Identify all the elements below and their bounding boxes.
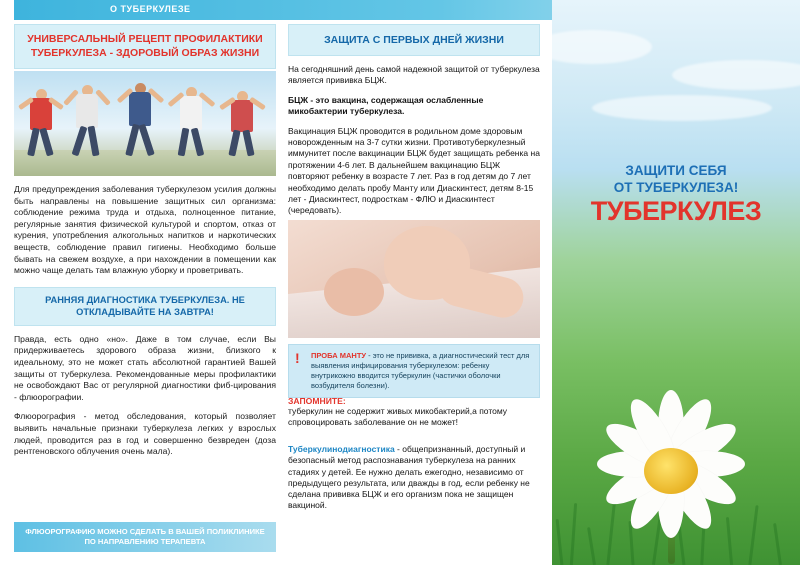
left-column [14, 24, 276, 544]
middle-headline-box [288, 24, 540, 56]
flower-center [644, 448, 698, 494]
right-column [552, 0, 800, 565]
middle-column [288, 24, 540, 544]
grass-blade [556, 519, 564, 565]
left-headline-text: УНИВЕРСАЛЬНЫЙ РЕЦЕПТ ПРОФИЛАКТИКИ ТУБЕРКУЛЕЗА - ЗДОРОВЫЙ ОБРАЗ ЖИЗНИ [27, 33, 263, 59]
left-paragraph-3: Флюорография - метод обследования, который позволяет выявить начальные признаки туберкулеза легких у взрослых людей, проводится раз в год и совершенно безвреден (доза рентгеновского облучения очень мала). [14, 411, 276, 457]
left-paragraph-1: Для предупреждения заболевания туберкулезом усилия должны быть направлены на повышение защитных сил организма: соблюдение режима труда и отдыха, полноценное питание, регулярные занятия физической культурой и спортом, отказ от курения, употребления алкогольных напитков и наркотических веществ, соблюдение правил гигиены. Необходимо больше бывать на свежем воздухе, а при нахождении в помещении как можно чаще делать там влажную уборку и проветривать. [14, 184, 276, 276]
left-footer-text: ФЛЮОРОГРАФИЮ МОЖНО СДЕЛАТЬ В ВАШЕЙ ПОЛИКЛИНИКЕ ПО НАПРАВЛЕНИЮ ТЕРАПЕВТА [25, 527, 265, 546]
mantoux-warning-text [311, 351, 533, 391]
daisy-flower [576, 372, 766, 552]
exclamation-icon: ! [295, 350, 300, 366]
remember-block [288, 396, 540, 429]
middle-bold-line: БЦЖ - это вакцина, содержащая ослабленные микобактерии туберкулеза. [288, 94, 484, 117]
right-title-text-2: ОТ ТУБЕРКУЛЕЗА! [613, 180, 739, 195]
remember-text: туберкулин не содержит живых микобактерий,а потому спровоцировать заболевание он не может! [288, 406, 508, 428]
cloud-shape [552, 30, 652, 64]
middle-intro: На сегодняшний день самой надежной защитой от туберкулеза является прививка БЦЖ. [288, 64, 540, 86]
middle-body: Вакцинация БЦЖ проводится в родильном доме здоровым новорожденным на 3-7 сутки жизни. Противотуберкулезный иммунитет после вакцинации БЦЖ будет защищать ребенка на протяжении 4-6 лет. В дальнейшем вакцинацию БЦЖ повторяют ребенку в возрасте 7 лет. Раз в год детям до 7 лет необходимо делать пробу Манту или Диаскинтест, детям 8-15 лет - Диаскинтест, подросткам - ФЛЮ и Диаскинтест (чередовать). [288, 125, 540, 216]
left-subhead-text: РАННЯЯ ДИАГНОСТИКА ТУБЕРКУЛЕЗА. НЕ ОТКЛАДЫВАЙТЕ НА ЗАВТРА! [45, 294, 245, 318]
mantoux-warning-body: - это не прививка, а диагностический тест для выявления инфицирования туберкулезом: ребенку внутрикожно вводится туберкулин (частички оболочки возбудителя болезни). [311, 351, 530, 390]
top-banner-title: О ТУБЕРКУЛЕЗЕ [110, 4, 191, 14]
left-headline-box [14, 24, 276, 69]
tuberculin-lead: Туберкулинодиагностика [288, 444, 395, 454]
cloud-shape [592, 95, 772, 121]
cloud-shape [672, 60, 800, 90]
right-title-text-1: ЗАЩИТИ СЕБЯ [625, 163, 727, 178]
left-subhead-box [14, 287, 276, 326]
remember-title: ЗАПОМНИТЕ: [288, 396, 346, 406]
left-paragraph-2: Правда, есть одно «но». Даже в том случае, если Вы придерживаетесь здорового образа жизни, близкого к идеальному, это не может стать абсолютной гарантией Вашей защиты от туберкулеза. Рекомендованные меры профилактики не освобождают Вас от регулярной диагностики фиб-цирования - флюорографии. [14, 333, 276, 402]
middle-headline-text: ЗАЩИТА С ПЕРВЫХ ДНЕЙ ЖИЗНИ [324, 34, 504, 46]
mantoux-warning-box [288, 344, 540, 398]
right-title-line-1 [552, 162, 800, 196]
mantoux-warning-lead: ПРОБА МАНТУ [311, 351, 367, 360]
baby-photo [288, 220, 540, 338]
jumping-people-photo [14, 71, 276, 176]
right-big-word: ТУБЕРКУЛЕЗ [590, 196, 762, 226]
left-footer-band [14, 522, 276, 552]
tuberculin-diagnostics-block [288, 444, 540, 512]
adult-hand-shape [324, 268, 384, 316]
grass-blade [773, 523, 782, 565]
tuberculin-text: - общепризнанный, доступный и безопасный метод распознавания туберкулеза на ранних стадиях у детей. Ее нужно делать ежегодно, независимо от предыдущего результата, или дважды в год, если ребенку не сделана прививка БЦЖ и его организм пока не защищен вакциной. [288, 444, 530, 511]
